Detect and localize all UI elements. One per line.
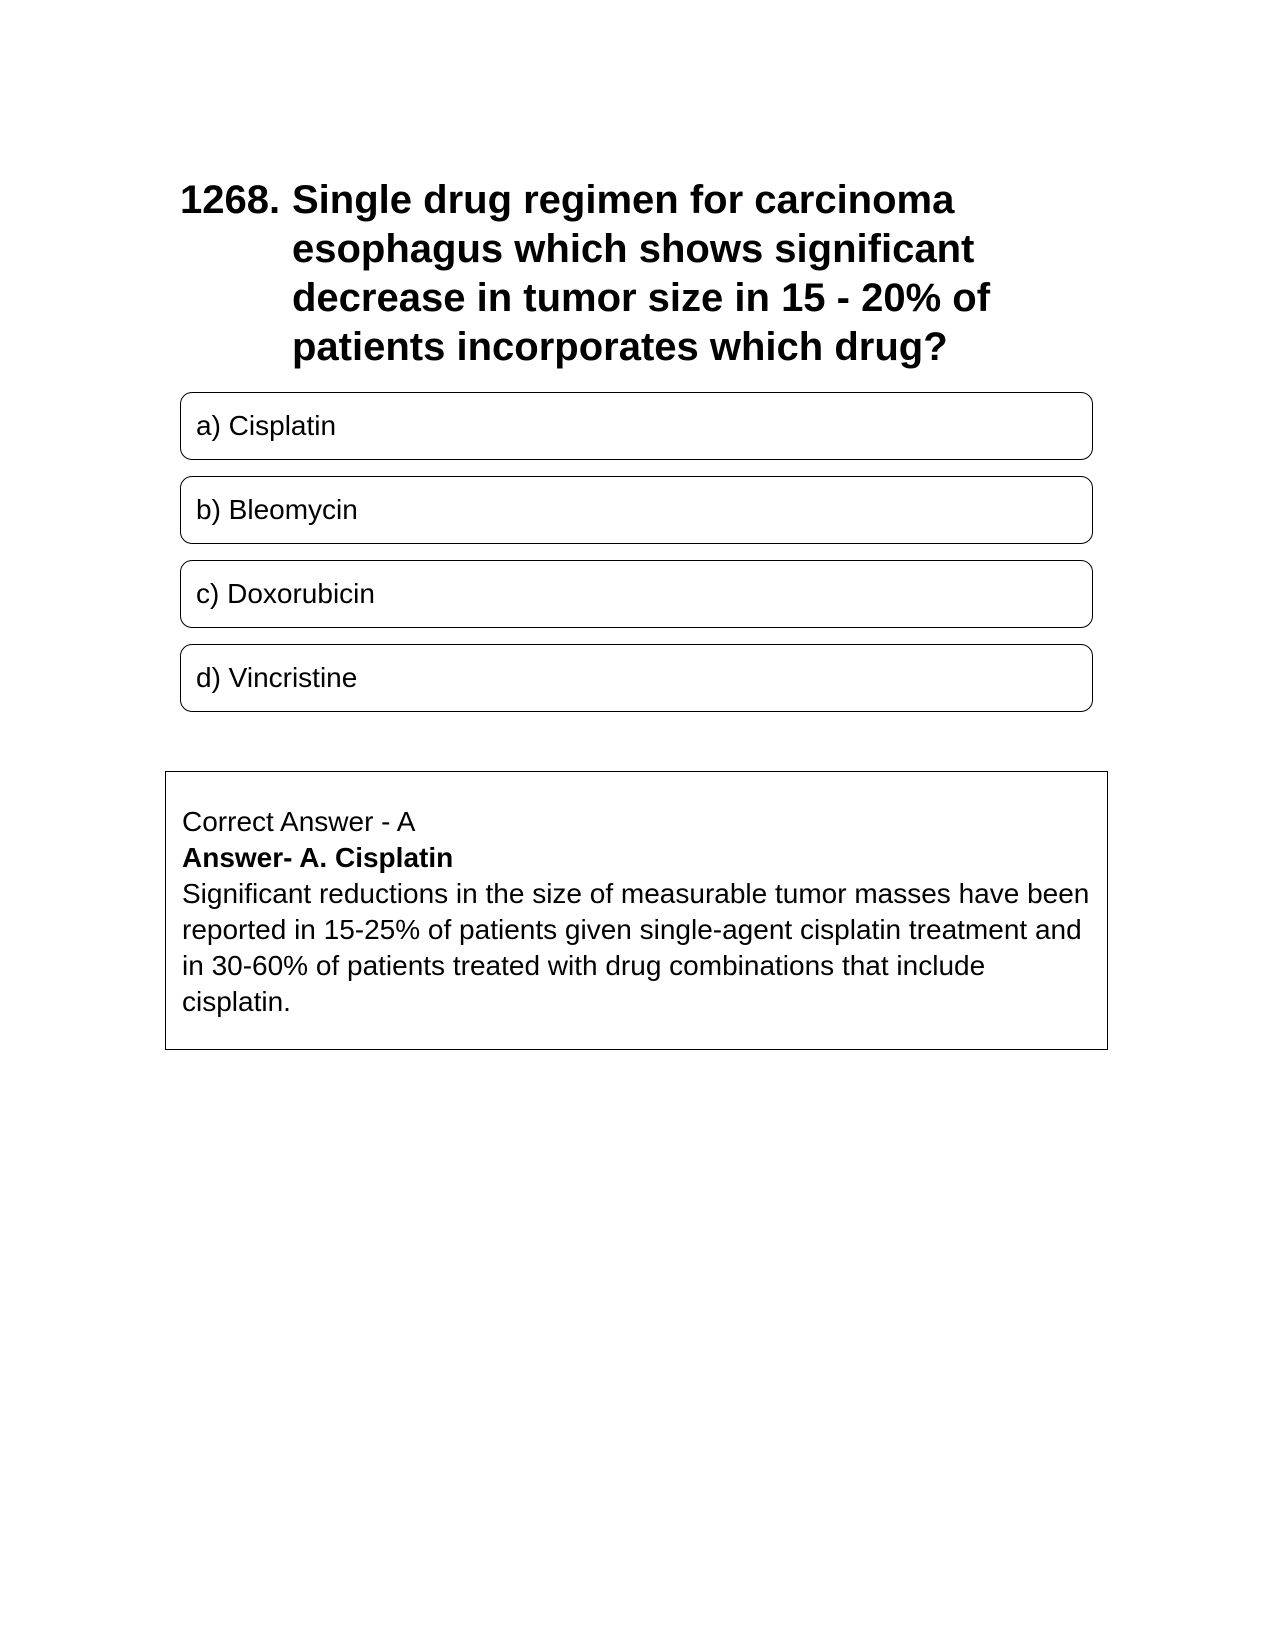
answer-box bbox=[165, 771, 1108, 1050]
question-text: Single drug regimen for carcinoma esophagus which shows significant decrease in tumor size in 15 - 20% of patients incorporates which drug? bbox=[292, 178, 991, 369]
option-c[interactable]: c) Doxorubicin bbox=[180, 560, 1093, 628]
option-d[interactable]: d) Vincristine bbox=[180, 644, 1093, 712]
answer-line: Answer- A. Cisplatin bbox=[182, 842, 454, 873]
question-number: 1268. bbox=[180, 178, 281, 222]
option-b[interactable]: b) Bleomycin bbox=[180, 476, 1093, 544]
correct-answer-line: Correct Answer - A bbox=[182, 806, 416, 837]
answer-explanation: Significant reductions in the size of measurable tumor masses have been reported in 15-25% of patients given single-agent cisplatin treatment and in 30-60% of patients treated with drug combinations that include cisplatin. bbox=[182, 878, 1090, 1017]
option-a[interactable]: a) Cisplatin bbox=[180, 392, 1093, 460]
options-list bbox=[180, 392, 1093, 728]
question bbox=[180, 176, 1060, 372]
